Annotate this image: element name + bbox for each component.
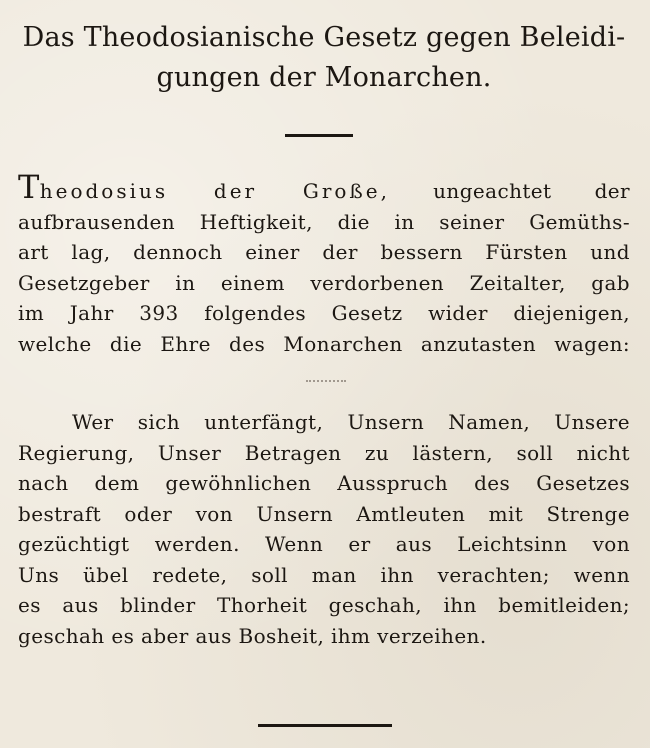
title-line-1: Das Theodosianische Gesetz gegen Beleidi- xyxy=(22,22,626,53)
title-divider xyxy=(285,134,353,137)
lead-words: heodosius der Große, xyxy=(39,179,390,203)
paragraph-line: geschah es aber aus Bosheit, ihm verzeihen. xyxy=(18,623,487,648)
intro-paragraph xyxy=(18,168,631,359)
section-end-divider xyxy=(258,724,392,727)
paragraph-line: gezüchtigt werden. Wenn er aus Leichtsinn von xyxy=(18,532,630,556)
title-line-2: gungen der Monarchen. xyxy=(156,62,492,93)
paragraph-line: Uns übel redete, soll man ihn verachten; wenn xyxy=(18,562,630,587)
show-through-mark xyxy=(306,380,346,388)
paragraph-line: aufbrausenden Heftigkeit, die in seiner Gemüths- xyxy=(18,209,630,234)
paragraph-line: Gesetzgeber in einem verdorbenen Zeitalter, gab xyxy=(18,270,630,295)
law-quote-paragraph xyxy=(18,407,630,651)
paragraph-line: nach dem gewöhnlichen Ausspruch des Gesetzes xyxy=(18,471,630,495)
paragraph-line xyxy=(18,168,631,207)
line-continuation: ungeachtet der xyxy=(433,179,631,203)
paragraph-line: bestraft oder von Unsern Amtleuten mit Strenge xyxy=(18,501,630,526)
drop-letter: T xyxy=(18,168,40,206)
paragraph-line: Regierung, Unser Betragen zu lästern, soll nicht xyxy=(18,440,630,465)
paragraph-line: im Jahr 393 folgendes Gesetz wider diejenigen, xyxy=(18,301,630,325)
paragraph-line: welche die Ehre des Monarchen anzutasten wagen: xyxy=(18,331,630,356)
page-title xyxy=(18,18,630,98)
paragraph-line: Wer sich unterfängt, Unsern Namen, Unsere xyxy=(72,410,630,434)
paragraph-line: art lag, dennoch einer der bessern Fürsten und xyxy=(18,240,630,264)
paragraph-line: es aus blinder Thorheit geschah, ihn bemitleiden; xyxy=(18,593,630,617)
